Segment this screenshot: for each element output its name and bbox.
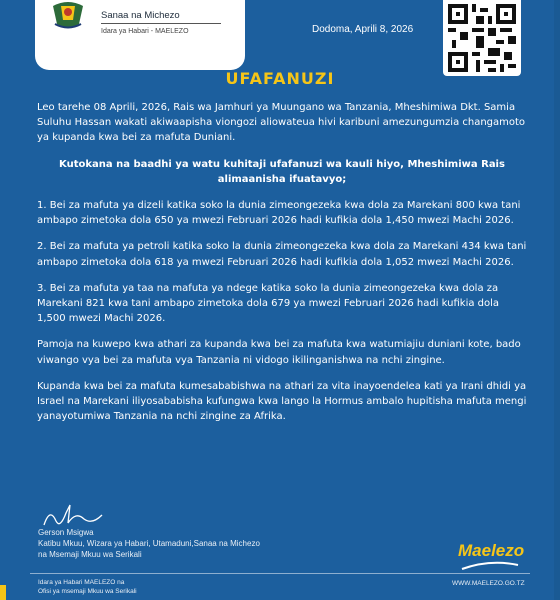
footer-divider <box>30 573 530 574</box>
maelezo-logo: Maelezo <box>458 541 525 560</box>
signature-block <box>38 527 260 560</box>
lead-paragraph: Kutokana na baadhi ya watu kuhitaji ufafanuzi wa kauli hiyo, Mheshimiwa Rais alimaanisha ifuatavyo; <box>59 158 505 185</box>
footer-office <box>38 578 137 596</box>
footer-office-line2: Ofisi ya msemaji Mkuu wa Serikali <box>38 588 137 595</box>
footer-office-line1: Idara ya Habari MAELEZO na <box>38 579 125 586</box>
signatory-name: Gerson Msigwa <box>38 528 94 537</box>
corner-accent <box>0 585 6 600</box>
header-card <box>35 0 245 70</box>
logo-swoosh-icon <box>460 561 520 571</box>
footer-website-link[interactable]: WWW.MAELEZO.GO.TZ <box>452 580 525 587</box>
point-kerosene: 3. Bei za mafuta ya taa na mafuta ya ndege katika soko la dunia zimeongezeka kwa dola za Marekani 821 kwa tani ambapo zimetoka dola 679 ya mwezi Februari 2026 hadi kufikia dola 1,500 mwezi Machi 2026. <box>37 282 500 325</box>
context-paragraph: Pamoja na kuwepo kwa athari za kupanda kwa bei za mafuta kwa watumiajiu duniani kote, bado viwango vya bei za mafuta vya Tanzania ni vidogo ikilinganishwa na nchi zingine. <box>37 339 521 366</box>
qr-code-icon <box>443 0 521 76</box>
department-name: Idara ya Habari - MAELEZO <box>101 28 189 35</box>
edge-stripe <box>554 0 560 600</box>
page-title: UFAFANUZI <box>225 69 335 88</box>
ministry-name: Sanaa na Michezo <box>101 10 180 21</box>
statement-body <box>37 100 527 435</box>
coat-of-arms-icon <box>49 0 87 30</box>
header-divider <box>101 23 221 24</box>
point-diesel: 1. Bei za mafuta ya dizeli katika soko la dunia zimeongezeka kwa dola za Marekani 800 kwa tani ambapo zimetoka dola 650 ya mwezi Februari 2026 hadi kufikia dola 1,450 mwezi Machi 2026. <box>37 200 521 227</box>
intro-paragraph: Leo tarehe 08 Aprili, 2026, Rais wa Jamhuri ya Muungano wa Tanzania, Mheshimiwa Dkt. Samia Suluhu Hassan wakati akiwaapisha viongozi aliowateua hivi karibuni amezungumzia changamoto ya kupanda kwa bei za mafuta Duniani. <box>37 102 526 144</box>
point-petrol: 2. Bei za mafuta ya petroli katika soko la dunia zimeongezeka kwa dola za Marekani 434 kwa tani ambapo zimetoka dola 618 ya mwezi Februari 2026 hadi kufikia dola 1,052 mwezi Machi 2026. <box>37 241 527 268</box>
date-line: Dodoma, Aprili 8, 2026 <box>312 24 414 35</box>
signatory-title: Katibu Mkuu, Wizara ya Habari, Utamaduni,Sanaa na Michezo <box>38 539 260 548</box>
signatory-role: na Msemaji Mkuu wa Serikali <box>38 550 142 559</box>
cause-paragraph: Kupanda kwa bei za mafuta kumesababishwa na athari za vita inayoendelea kati ya Irani dhidi ya Israel na Marekani iliyosababisha kufungwa kwa lango la Hormus ambalo hupitisha mafuta mengi yanayotumiwa Tanzania na nchi zingine za Afrika. <box>37 380 527 423</box>
